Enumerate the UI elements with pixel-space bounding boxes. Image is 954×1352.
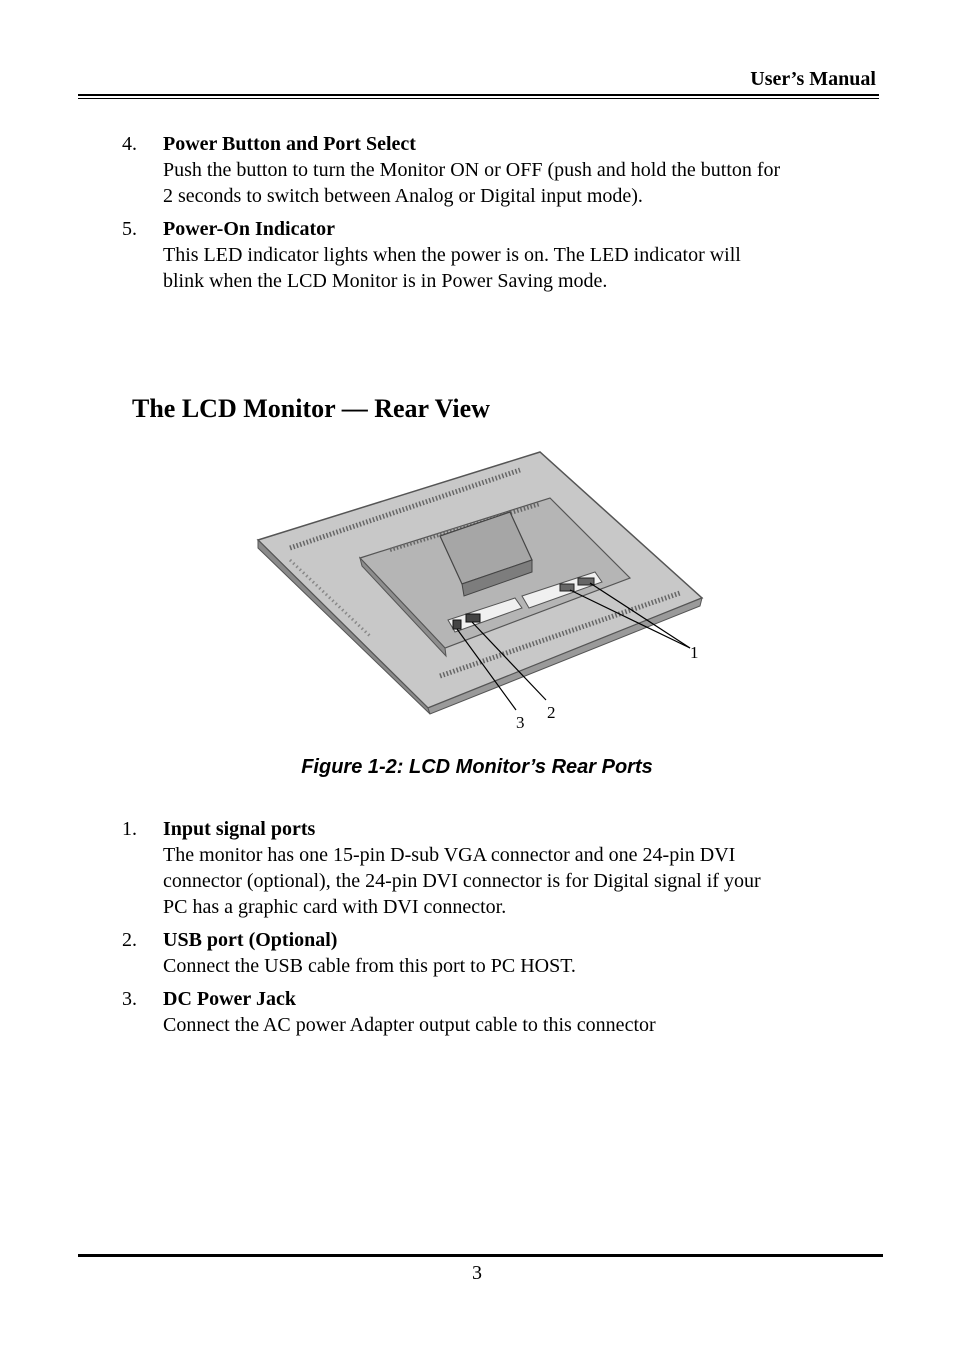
item-title: Power Button and Port Select — [163, 133, 416, 155]
item-title: DC Power Jack — [163, 988, 296, 1010]
list-item — [122, 131, 882, 209]
item-description-line: This LED indicator lights when the power is on. The LED indicator will — [163, 244, 741, 266]
page-number: 3 — [472, 1262, 482, 1284]
item-number: 3. — [122, 988, 137, 1010]
front-features-list — [122, 131, 882, 301]
header-rule-thin — [78, 98, 879, 99]
item-number: 5. — [122, 218, 137, 240]
section-heading: The LCD Monitor — Rear View — [132, 394, 490, 423]
callout-label: 2 — [547, 703, 556, 722]
figure-caption: Figure 1-2: LCD Monitor’s Rear Ports — [301, 756, 653, 778]
item-number: 4. — [122, 133, 137, 155]
item-title: USB port (Optional) — [163, 929, 338, 951]
item-description-line: Connect the USB cable from this port to PC HOST. — [163, 955, 576, 977]
item-description-line: Connect the AC power Adapter output cable to this connector — [163, 1014, 656, 1036]
footer-rule — [78, 1254, 883, 1257]
usb-port — [466, 614, 480, 622]
vga-connector — [560, 584, 574, 591]
item-description-line: 2 seconds to switch between Analog or Digital input mode). — [163, 185, 643, 207]
dc-power-jack — [453, 620, 461, 629]
item-description-line: The monitor has one 15-pin D-sub VGA connector and one 24-pin DVI — [163, 844, 736, 866]
list-item — [122, 986, 882, 1038]
page-header-title: User’s Manual — [750, 68, 876, 90]
item-title: Input signal ports — [163, 818, 316, 840]
item-number: 1. — [122, 818, 137, 840]
rear-ports-list — [122, 816, 882, 1045]
item-description-line: connector (optional), the 24-pin DVI connector is for Digital signal if your — [163, 870, 761, 892]
item-description-line: blink when the LCD Monitor is in Power Saving mode. — [163, 270, 608, 292]
list-item — [122, 816, 882, 920]
item-title: Power-On Indicator — [163, 218, 336, 240]
list-item — [122, 927, 882, 979]
item-description-line: PC has a graphic card with DVI connector. — [163, 896, 507, 918]
item-description-line: Push the button to turn the Monitor ON or OFF (push and hold the button for — [163, 159, 781, 181]
callout-label: 3 — [516, 713, 525, 732]
list-item — [122, 216, 882, 294]
item-number: 2. — [122, 929, 137, 951]
monitor-rear-illustration — [250, 448, 710, 738]
header-rule-thick — [78, 94, 879, 96]
callout-label: 1 — [690, 643, 699, 662]
